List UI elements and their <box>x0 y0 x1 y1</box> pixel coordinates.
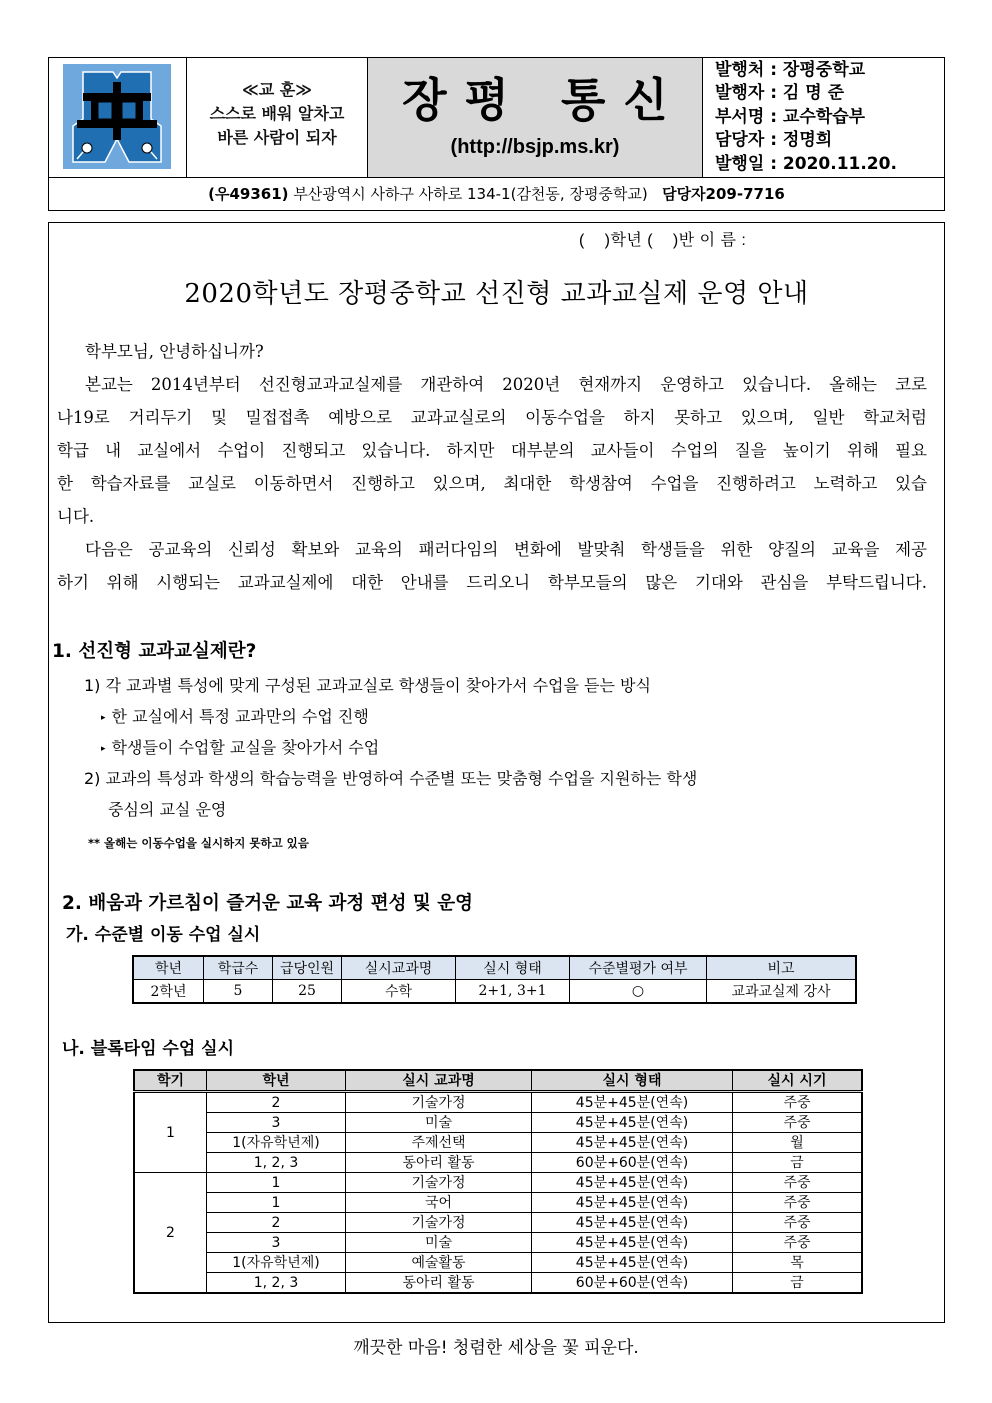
info-value: 정명희 <box>782 130 833 151</box>
cell-subject: 주제선택 <box>346 1133 532 1153</box>
intro-paragraph <box>57 368 927 533</box>
info-value: 2020.11.20. <box>782 153 897 174</box>
postal-code: (우49361) <box>208 185 289 203</box>
cell-remarks: 교과교실제 강사 <box>707 980 857 1004</box>
col-remarks: 비고 <box>707 956 857 980</box>
student-info-line: ( )학년 ( )반 이 름 : <box>579 232 747 249</box>
table-row <box>134 1273 862 1294</box>
cell-timing: 금 <box>733 1273 863 1294</box>
cell-subject: 예술활동 <box>346 1253 532 1273</box>
cell-class-count: 5 <box>204 980 273 1004</box>
table-row <box>134 1113 862 1133</box>
cell-format: 45분+45분(연속) <box>532 1253 733 1273</box>
cell-timing: 주중 <box>733 1193 863 1213</box>
cell-grade: 1(자유학년제) <box>207 1253 346 1273</box>
para-line: 한 학습자료를 교실로 이동하면서 진행하고 있으며, 최대한 학생참여 수업을 진행하려고 노력하고 있습 <box>57 474 927 493</box>
info-label: 발행일 <box>715 153 765 174</box>
address-row <box>49 178 944 210</box>
col-class-count: 학급수 <box>204 956 273 980</box>
section-1-heading: 1. 선진형 교과교실제란? <box>52 641 257 662</box>
section-1-note: ** 올해는 이동수업을 실시하지 못하고 있음 <box>88 836 309 850</box>
leveled-class-table <box>132 955 857 1004</box>
cell-subject: 국어 <box>346 1193 532 1213</box>
cell-format: 2+1, 3+1 <box>456 980 570 1004</box>
para-line: 나19로 거리두기 및 밀접접촉 예방으로 교과교실로의 이동수업을 하지 못하고 있으며, 일반 학교처럼 <box>57 408 927 427</box>
school-logo-icon <box>63 64 171 169</box>
info-issuer: 발행자 : 김 명 준 <box>715 83 845 104</box>
cell-subject: 기술가정 <box>346 1213 532 1233</box>
table-row <box>134 1193 862 1213</box>
motto-line-1: 스스로 배워 알차고 <box>209 104 345 123</box>
col-timing: 실시 시기 <box>733 1070 863 1092</box>
cell-format: 60분+60분(연속) <box>532 1153 733 1173</box>
school-motto <box>187 58 368 177</box>
greeting: 학부모님, 안녕하십니까? <box>85 342 264 361</box>
para-line: 학급 내 교실에서 수업이 진행되고 있습니다. 하지만 대부분의 교사들이 수업의 질을 높이기 위해 필요 <box>57 441 927 460</box>
col-semester: 학기 <box>134 1070 207 1092</box>
info-value: 김 명 준 <box>782 83 845 104</box>
section-1-item-1: 1) 각 교과별 특성에 맞게 구성된 교과교실로 학생들이 찾아가서 수업을 듣는 방식 <box>84 676 651 695</box>
motto-title: ≪교 훈≫ <box>242 80 312 99</box>
bullet-text: 학생들이 수업할 교실을 찾아가서 수업 <box>111 738 380 757</box>
table-row <box>133 980 856 1004</box>
cell-format: 45분+45분(연속) <box>532 1092 733 1113</box>
col-subject: 실시교과명 <box>342 956 456 980</box>
info-label: 발행자 <box>715 83 765 104</box>
table-header-row <box>133 956 856 980</box>
info-value: 교수학습부 <box>782 106 866 127</box>
para-line: 니다. <box>57 507 95 526</box>
school-url-link[interactable]: (http://bsjp.ms.kr) <box>450 136 620 158</box>
section-1-bullet-1 <box>101 704 369 727</box>
newsletter-header <box>48 57 945 211</box>
cell-format: 60분+60분(연속) <box>532 1273 733 1294</box>
bullet-text: 한 교실에서 특정 교과만의 수업 진행 <box>111 707 369 726</box>
logo-cell <box>49 58 187 177</box>
col-grade: 학년 <box>133 956 204 980</box>
col-format: 실시 형태 <box>532 1070 733 1092</box>
cell-format: 45분+45분(연속) <box>532 1213 733 1233</box>
info-label: 담당자 <box>715 130 765 151</box>
cell-format: 45분+45분(연속) <box>532 1113 733 1133</box>
bullet-icon: ▸ <box>101 713 106 723</box>
section-2a-heading: 가. 수준별 이동 수업 실시 <box>66 925 261 945</box>
document-body <box>48 222 945 1323</box>
table-row <box>134 1253 862 1273</box>
table-header-row <box>134 1070 862 1092</box>
cell-timing: 주중 <box>733 1213 863 1233</box>
cell-subject: 수학 <box>342 980 456 1004</box>
request-paragraph <box>57 533 927 599</box>
cell-semester: 1 <box>134 1092 207 1173</box>
section-2-heading: 2. 배움과 가르침이 즐거운 교육 과정 편성 및 운영 <box>62 893 473 914</box>
block-time-table <box>133 1069 863 1294</box>
table-row <box>134 1213 862 1233</box>
cell-format: 45분+45분(연속) <box>532 1193 733 1213</box>
newsletter-title: 장평 통신 <box>402 73 686 127</box>
info-department: 부서명 : 교수학습부 <box>715 106 866 127</box>
cell-timing: 주중 <box>733 1173 863 1193</box>
cell-timing: 목 <box>733 1253 863 1273</box>
cell-grade: 3 <box>207 1233 346 1253</box>
section-1-item-2-cont: 중심의 교실 운영 <box>108 800 227 819</box>
info-contact-person: 담당자 : 정명희 <box>715 130 833 151</box>
cell-grade: 1 <box>207 1173 346 1193</box>
section-2b-heading: 나. 블록타임 수업 실시 <box>62 1039 235 1059</box>
footer-slogan: 깨끗한 마음! 청렴한 세상을 꽃 피운다. <box>353 1338 639 1358</box>
cell-grade: 1 <box>207 1193 346 1213</box>
cell-timing: 월 <box>733 1133 863 1153</box>
contact-phone: 담당자209-7716 <box>662 185 785 203</box>
cell-semester: 2 <box>134 1173 207 1294</box>
table-row <box>134 1233 862 1253</box>
cell-format: 45분+45분(연속) <box>532 1133 733 1153</box>
cell-grade: 2학년 <box>133 980 204 1004</box>
col-format: 실시 형태 <box>456 956 570 980</box>
cell-grade: 2 <box>207 1092 346 1113</box>
cell-grade: 2 <box>207 1213 346 1233</box>
cell-timing: 금 <box>733 1153 863 1173</box>
table-row <box>134 1153 862 1173</box>
cell-subject: 미술 <box>346 1233 532 1253</box>
cell-subject: 기술가정 <box>346 1173 532 1193</box>
col-grade: 학년 <box>207 1070 346 1092</box>
cell-subject: 동아리 활동 <box>346 1273 532 1294</box>
cell-format: 45분+45분(연속) <box>532 1173 733 1193</box>
cell-timing: 주중 <box>733 1233 863 1253</box>
cell-level-eval: ○ <box>570 980 707 1004</box>
col-students-per-class: 급당인원 <box>273 956 342 980</box>
info-issue-date: 발행일 : 2020.11.20. <box>715 153 897 174</box>
cell-students-per-class: 25 <box>273 980 342 1004</box>
cell-grade: 1, 2, 3 <box>207 1153 346 1173</box>
cell-format: 45분+45분(연속) <box>532 1233 733 1253</box>
cell-grade: 1, 2, 3 <box>207 1273 346 1294</box>
table-row <box>134 1173 862 1193</box>
para-line: 다음은 공교육의 신뢰성 확보와 교육의 패러다임의 변화에 발맞춰 학생들을 위한 양질의 교육을 제공 <box>85 540 927 559</box>
document-title: 2020학년도 장평중학교 선진형 교과교실제 운영 안내 <box>184 279 809 309</box>
cell-subject: 미술 <box>346 1113 532 1133</box>
school-address: 부산광역시 사하구 사하로 134-1(감천동, 장평중학교) <box>293 185 648 203</box>
publication-info <box>703 58 944 177</box>
para-line: 본교는 2014년부터 선진형교과교실제를 개관하여 2020년 현재까지 운영하고 있습니다. 올해는 코로 <box>85 375 927 394</box>
greeting-paragraph <box>57 335 927 368</box>
info-label: 발행처 <box>715 60 765 80</box>
bullet-icon: ▸ <box>101 744 106 754</box>
table-row <box>134 1092 862 1113</box>
cell-grade: 3 <box>207 1113 346 1133</box>
para-line: 하기 위해 시행되는 교과교실제에 대한 안내를 드리오니 학부모들의 많은 기대와 관심을 부탁드립니다. <box>57 573 927 592</box>
newsletter-title-cell <box>368 58 703 177</box>
motto-line-2: 바른 사람이 되자 <box>217 128 337 147</box>
info-publisher: 발행처 : 장평중학교 <box>715 60 866 80</box>
header-top-row <box>49 58 944 178</box>
col-level-eval: 수준별평가 여부 <box>570 956 707 980</box>
col-subject: 실시 교과명 <box>346 1070 532 1092</box>
cell-grade: 1(자유학년제) <box>207 1133 346 1153</box>
info-value: 장평중학교 <box>782 60 866 80</box>
cell-subject: 기술가정 <box>346 1092 532 1113</box>
info-label: 부서명 <box>715 106 765 127</box>
cell-timing: 주중 <box>733 1113 863 1133</box>
section-1-item-2: 2) 교과의 특성과 학생의 학습능력을 반영하여 수준별 또는 맞춤형 수업을 지원하는 학생 <box>84 769 698 788</box>
cell-timing: 주중 <box>733 1092 863 1113</box>
section-1-bullet-2 <box>101 735 379 758</box>
cell-subject: 동아리 활동 <box>346 1153 532 1173</box>
table-row <box>134 1133 862 1153</box>
